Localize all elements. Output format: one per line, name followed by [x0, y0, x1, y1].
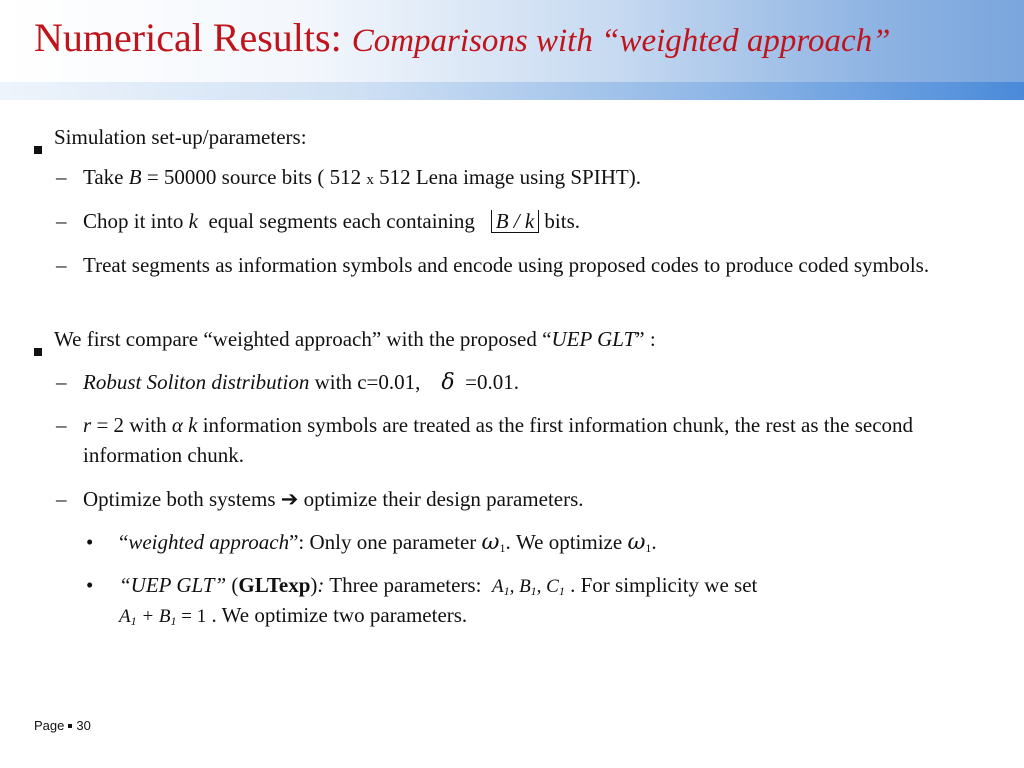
robust-delta: =0.01.	[465, 370, 519, 394]
square-bullet-icon	[34, 334, 42, 364]
param-A-sub: 1	[503, 584, 510, 598]
chop-mid: equal segments each containing	[208, 209, 475, 233]
dot-bullet: •	[86, 573, 94, 597]
bullet-text	[54, 324, 656, 354]
param-B-sub: 1	[530, 584, 537, 598]
bullet-text	[83, 162, 641, 195]
bullet-text	[83, 367, 519, 398]
r-rest: information symbols are treated as the first information chunk, the rest as the second information chunk.	[83, 413, 914, 467]
uep-a: Three parameters:	[329, 573, 482, 597]
eq-B-sub: 1	[170, 614, 177, 628]
take-rest: 512 Lena image using SPIHT).	[379, 165, 641, 189]
optimize-a: Optimize both systems	[83, 487, 276, 511]
header-accent-bar	[0, 82, 1024, 100]
title-main: Numerical Results:	[34, 15, 342, 60]
var-B: B	[128, 165, 142, 189]
arrow-right-icon: ➔	[280, 487, 299, 511]
bullet-text-cont	[119, 600, 467, 636]
take-label: Take	[83, 165, 124, 189]
dash-bullet: –	[56, 370, 67, 394]
bullet-text: Treat segments as information symbols and encode using proposed codes to produce coded symbols.	[83, 253, 930, 277]
page-label: Page	[34, 718, 65, 733]
bullet-text	[83, 484, 584, 514]
bullet-text: Simulation set-up/parameters:	[54, 125, 307, 149]
r-eq: = 2 with	[96, 413, 167, 437]
robust-c: with c=0.01,	[314, 370, 421, 394]
page-footer	[34, 718, 91, 733]
times-sign: x	[366, 172, 374, 188]
slide-title	[34, 14, 890, 61]
dot-bullet: •	[86, 530, 94, 554]
dash-bullet: –	[56, 209, 67, 233]
weighted-a: ”: Only one parameter	[289, 530, 477, 554]
omega-symbol-2: ω	[627, 530, 646, 555]
weighted-b: . We optimize	[505, 530, 623, 554]
bullet-text	[119, 527, 657, 563]
weighted-approach: weighted approach	[128, 530, 290, 554]
gltexp-label: GLTexp	[238, 573, 311, 597]
square-bullet-icon	[34, 132, 42, 162]
param-C: , C	[536, 576, 559, 597]
param-list	[492, 576, 565, 597]
alpha-k: α k	[171, 413, 198, 437]
paren-open: (	[231, 573, 239, 597]
optimize-b: optimize their design parameters.	[303, 487, 584, 511]
delta-symbol: δ	[441, 370, 455, 395]
param-C-sub: 1	[558, 584, 565, 598]
chop-label: Chop it into	[83, 209, 184, 233]
take-eq: = 50000 source bits ( 512	[141, 165, 362, 189]
constraint-eq	[119, 606, 206, 627]
dash-bullet: –	[56, 487, 67, 511]
open-quote: “	[119, 530, 129, 554]
dash-bullet: –	[56, 413, 67, 437]
eq-A-sub: 1	[130, 614, 137, 628]
eq-A: A	[119, 606, 131, 627]
compare-end: ” :	[635, 327, 656, 351]
square-dot-icon	[68, 724, 72, 728]
compare-text: We first compare “weighted approach” with the proposed “	[54, 327, 552, 351]
param-A: A	[491, 576, 504, 597]
bullet-text	[83, 206, 580, 236]
uep-c: . We optimize two parameters.	[211, 603, 468, 627]
omega-symbol: ω	[481, 530, 500, 555]
title-subtitle: Comparisons with “weighted approach”	[351, 23, 891, 59]
uep-glt: UEP GLT	[551, 327, 636, 351]
page-number: 30	[76, 718, 91, 733]
var-r: r	[83, 413, 92, 437]
omega-sub-2: 1	[645, 541, 652, 555]
param-B: , B	[509, 576, 531, 597]
dash-bullet: –	[56, 165, 67, 189]
paren-close: )	[310, 573, 318, 597]
robust-soliton: Robust Soliton distribution	[83, 370, 310, 394]
uep-glt-name: “UEP GLT”	[119, 573, 227, 597]
dash-bullet: –	[56, 253, 67, 277]
floor-fraction: B / k	[491, 210, 539, 233]
weighted-c: .	[651, 530, 657, 554]
var-k: k	[188, 209, 198, 233]
bullet-text	[83, 410, 963, 470]
omega-sub: 1	[499, 541, 506, 555]
eq-B: + B	[136, 606, 171, 627]
colon: :	[317, 573, 325, 597]
chop-end: bits.	[544, 209, 581, 233]
eq-one: = 1	[176, 606, 207, 627]
uep-b: . For simplicity we set	[570, 573, 758, 597]
